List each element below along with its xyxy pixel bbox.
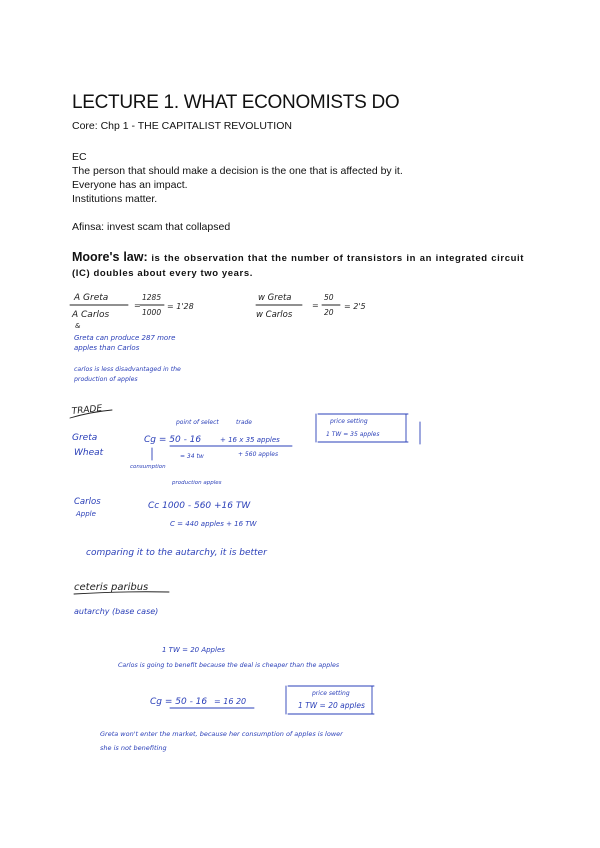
ratio-right-denominator: w Carlos [256,310,293,320]
production-label: production apples [172,480,222,486]
moores-law-text: is the observation that the number of transistors in an integrated circuit (IC) doubles about every two years. [72,253,524,279]
svg-text:=: = [312,301,319,310]
carlos-going-note: Carlos is going to benefit because the deal is cheaper than the apples [118,662,340,669]
body-line-1: The person that should make a decision is the one that is affected by it. [72,165,403,177]
ceteris-paribus-heading: ceteris paribus [74,582,149,593]
body-line-3: Institutions matter. [72,193,158,205]
greta-label: Greta [72,433,98,443]
handwritten-notes [60,280,540,765]
she-is-note: she is not benefiting [100,744,167,752]
greta-can-note-2: apples than Carlos [74,344,140,352]
price-box-1-bottom: 1 TW = 35 apples [326,431,380,438]
handwritten-notes-drawing [60,280,540,760]
price-box-1-top: price setting [330,418,368,425]
cg2-equation: Cg = 50 - 16 [150,697,208,707]
afinsa-line: Afinsa: invest scam that collapsed [72,221,231,233]
trade-heading: TRADE [71,403,103,417]
svg-text:&: & [75,322,81,330]
trade-label: trade [236,419,252,426]
moores-law-heading: Moore's law: [72,250,148,264]
autarchy-label: autarchy (base case) [74,607,159,616]
consumption-label: consumption [130,464,166,470]
point-label: point of select [176,419,219,426]
cg-under-1: = 34 tw [180,453,204,460]
ratio-left-frac-num: 1285 [142,293,162,302]
cg2-result: = 16 20 [214,697,247,706]
carlos-note-2: production of apples [74,376,138,383]
carlos-label: Carlos [74,497,101,507]
cc-result: C = 440 apples + 16 TW [170,520,257,528]
cc-equation: Cc 1000 - 560 +16 TW [148,501,251,511]
ratio-left-numerator: A Greta [74,293,109,303]
ratio-left-frac-den: 1000 [142,308,162,317]
apple-label: Apple [76,510,96,518]
ratio-left-denominator: A Carlos [72,310,110,320]
carlos-note: carlos is less disadvantaged in the [74,366,181,373]
cg-plus: + 16 x 35 apples [220,436,280,444]
ratio-right-frac-den: 20 [324,308,334,317]
ratio-left-result: = 1'28 [167,302,194,311]
price-box-2-top: price setting [312,690,350,697]
greta-can-note: Greta can produce 287 more [74,334,176,342]
ec-label: EC [72,151,87,163]
core-chapter-line: Core: Chp 1 - THE CAPITALIST REVOLUTION [72,120,292,132]
ratio-right-result: = 2'5 [344,302,366,311]
ratio-left-eq: = [134,301,141,310]
price-box-2-bottom: 1 TW = 20 apples [298,701,365,710]
moores-law-paragraph [72,250,524,281]
cg-under-2: + 560 apples [238,451,279,458]
tw-equation: 1 TW = 20 Apples [162,646,225,654]
cg-equation: Cg = 50 - 16 [144,435,202,445]
ratio-right-numerator: w Greta [258,293,292,303]
body-line-2: Everyone has an impact. [72,179,188,191]
lecture-title: LECTURE 1. WHAT ECONOMISTS DO [72,92,400,113]
wheat-label: Wheat [74,448,104,458]
comparing-note: comparing it to the autarchy, it is better [86,548,267,558]
greta-wont-note: Greta won't enter the market, because her consumption of apples is lower [100,730,343,738]
ratio-right-frac-num: 50 [324,293,334,302]
